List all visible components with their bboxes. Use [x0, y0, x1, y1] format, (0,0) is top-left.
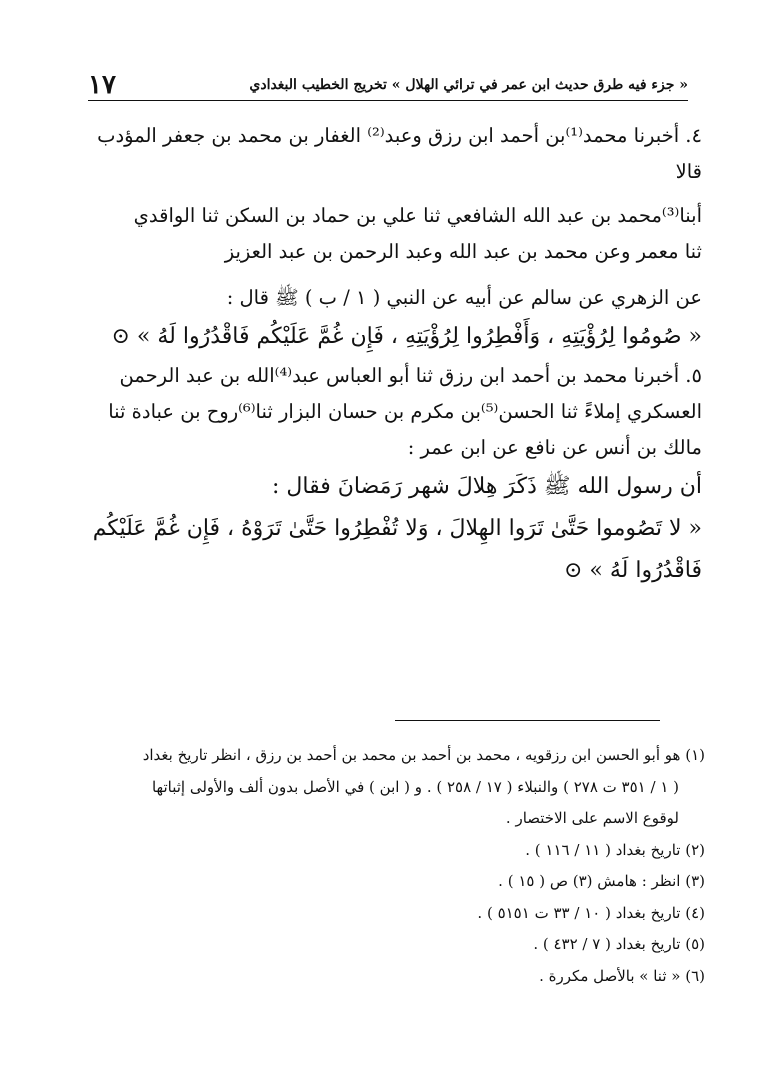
main-text [70, 118, 702, 592]
hadith-5-line-1: ٥. أخبرنا محمد بن أحمد ابن رزق ثنا أبو العباس عبد⁽⁴⁾الله بن عبد الرحمن [119, 364, 702, 387]
footnote-3: (٣) انظر : هامش (٣) ص ( ١٥ ) . [498, 872, 705, 890]
running-title: « جزء فيه طرق حديث ابن عمر في ترائي الهلال » تخريج الخطيب البغدادي [249, 77, 688, 93]
hadith-4-line-1: ٤. أخبرنا محمد⁽¹⁾بن أحمد ابن رزق وعبد⁽²⁾ الغفار بن محمد بن جعفر المؤدب [97, 124, 702, 147]
footnote-2: (٢) تاريخ بغداد ( ١١ / ١١٦ ) . [525, 840, 705, 859]
hadith-5-line-3: مالك بن أنس عن نافع عن ابن عمر : [407, 436, 702, 459]
footnote-1-line-1: (١) هو أبو الحسن ابن رزقويه ، محمد بن أحمد بن محمد بن أحمد بن رزق ، انظر تاريخ بغداد [142, 746, 705, 764]
page-number: ١٧ [88, 70, 116, 100]
hadith-5-line-4: أن رسول الله ﷺ ذَكَرَ هِلالَ شهر رَمَضانَ فقال : [271, 474, 702, 499]
footnote-1-line-2: ( ١ / ٣٥١ ت ٢٧٨ ) والنبلاء ( ١٧ / ٢٥٨ ) . و ( ابن ) في الأصل بدون ألف والأولى إثباتها [151, 777, 679, 796]
footnote-6: (٦) « ثنا » بالأصل مكررة . [539, 966, 705, 985]
footnotes [80, 740, 705, 992]
page-header [88, 70, 688, 101]
hadith-5-matn-2: فَاقْدُرُوا لَهُ » ⊙ [563, 558, 702, 583]
footnote-1-line-3: لوقوع الاسم على الاختصار . [505, 809, 679, 827]
hadith-5-matn-1: « لا تَصُوموا حَتَّىٰ تَرَوا الهِلالَ ، وَلا تُفْطِرُوا حَتَّىٰ تَرَوْهُ ، فَإِن غُمَّ عَلَيْكُم [92, 516, 702, 541]
hadith-4-line-4: ثنا معمر وعن محمد بن عبد الله وعبد الرحمن بن عبد العزيز [224, 240, 702, 263]
hadith-4-line-5: عن الزهري عن سالم عن أبيه عن النبي ( ١ / ب ) ﷺ قال : [226, 286, 702, 309]
hadith-4-matn: « صُومُوا لِرُؤْيَتِهِ ، وَأَفْطِرُوا لِرُؤْيَتِهِ ، فَإِن غُمَّ عَلَيْكُم فَاقْدُرُوا لَهُ » ⊙ [111, 324, 702, 349]
footnote-5: (٥) تاريخ بغداد ( ٧ / ٤٣٢ ) . [533, 935, 705, 953]
hadith-4-line-3: أبنا⁽³⁾محمد بن عبد الله الشافعي ثنا علي بن حماد بن السكن ثنا الواقدي [133, 204, 702, 227]
hadith-5-line-2: العسكري إملاءً ثنا الحسن⁽⁵⁾بن مكرم بن حسان البزار ثنا⁽⁶⁾روح بن عبادة ثنا [108, 400, 702, 423]
footnote-4: (٤) تاريخ بغداد ( ١٠ / ٣٣ ت ٥١٥١ ) . [477, 903, 705, 922]
footnote-divider [395, 720, 660, 721]
hadith-4-line-2: قالا [675, 160, 702, 183]
